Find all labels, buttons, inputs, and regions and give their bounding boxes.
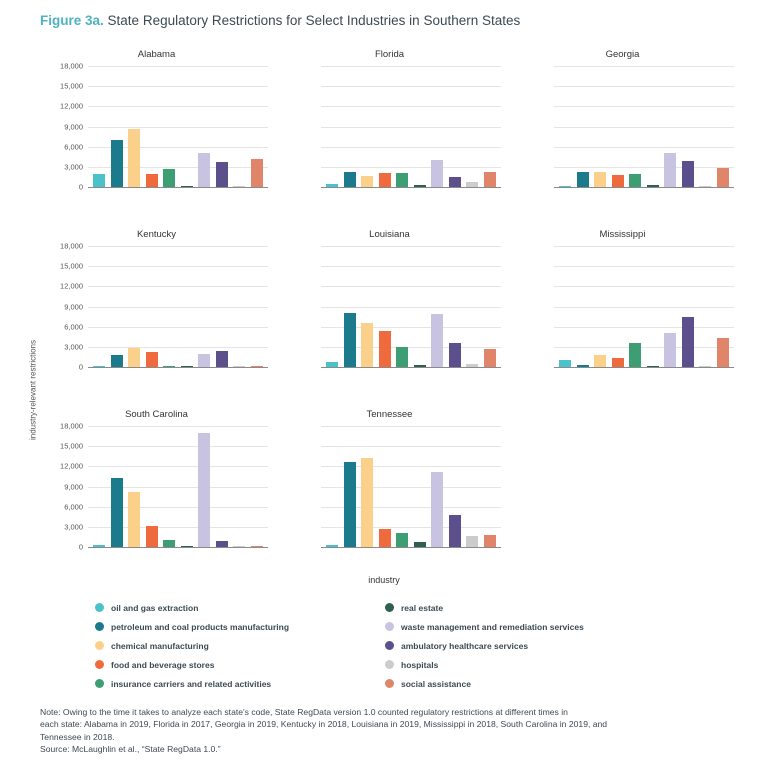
legend-item[interactable] [385, 598, 675, 617]
bar [577, 365, 589, 367]
bar [629, 343, 641, 367]
bar [577, 172, 589, 187]
bar [396, 347, 408, 367]
panel-tennessee [273, 400, 506, 580]
bar [233, 366, 245, 367]
y-axis-tick: 0 [78, 182, 83, 192]
y-axis-tick: 12,000 [60, 461, 83, 471]
legend-item-label: oil and gas extraction [111, 602, 199, 613]
y-axis-tick: 6,000 [64, 322, 83, 332]
bar [163, 540, 175, 547]
panel-title: Florida [374, 49, 405, 60]
bar [344, 313, 356, 367]
legend [95, 598, 675, 693]
y-axis-tick: 3,000 [64, 162, 83, 172]
y-axis-tick: 0 [78, 362, 83, 372]
bar [484, 349, 496, 367]
bar [163, 169, 175, 187]
panel-louisiana [273, 220, 506, 400]
y-axis-tick: 0 [78, 542, 83, 552]
bar [396, 533, 408, 547]
y-axis-tick: 18,000 [60, 241, 83, 251]
bar [233, 546, 245, 547]
panel-title: Mississippi [599, 229, 646, 240]
bar [647, 366, 659, 367]
y-axis-tick: 9,000 [64, 482, 83, 491]
panel-row [40, 40, 740, 220]
bar [146, 174, 158, 187]
bar-group [321, 246, 501, 367]
panel-title: Louisiana [369, 229, 410, 240]
bar [198, 433, 210, 547]
bar [414, 185, 426, 187]
note-line-4: Source: McLaughlin et al., “State RegData 1.0.” [40, 744, 221, 755]
x-axis-line [321, 187, 501, 188]
plot-area [554, 246, 734, 368]
bar [146, 526, 158, 548]
bar [198, 153, 210, 187]
bar [559, 186, 571, 187]
bar [146, 352, 158, 367]
bar [198, 354, 210, 367]
y-axis-tick: 18,000 [60, 421, 83, 431]
bar [326, 362, 338, 367]
x-axis-line [554, 367, 734, 368]
bar [379, 173, 391, 187]
bar [396, 173, 408, 187]
legend-swatch-icon [385, 641, 394, 650]
x-axis-line [321, 547, 501, 548]
bar [717, 168, 729, 187]
bar [233, 186, 245, 187]
legend-item[interactable] [95, 674, 385, 693]
y-axis-label: industry-relevant restrictions [28, 339, 38, 441]
bar-group [88, 426, 268, 547]
bar [326, 545, 338, 547]
bar [664, 153, 676, 187]
figure-notes [40, 706, 730, 756]
bar [93, 366, 105, 367]
legend-item-label: real estate [401, 602, 444, 613]
bar [449, 515, 461, 547]
bar [612, 358, 624, 367]
legend-swatch-icon [385, 622, 394, 631]
bar [379, 529, 391, 547]
panel-georgia [506, 40, 739, 220]
legend-item-label: insurance carriers and related activities [111, 678, 272, 689]
panel-south-carolina [40, 400, 273, 580]
legend-column-left [95, 598, 385, 693]
bar-group [88, 66, 268, 187]
legend-item-label: waste management and remediation services [401, 621, 584, 632]
bar [629, 174, 641, 187]
panel-mississippi [506, 220, 739, 400]
x-axis-line [554, 187, 734, 188]
bar [93, 545, 105, 547]
bar [111, 478, 123, 547]
bar [163, 366, 175, 367]
bar-group [321, 426, 501, 547]
bar [181, 546, 193, 547]
y-axis-tick: 3,000 [64, 522, 83, 532]
y-axis-tick: 12,000 [60, 281, 83, 291]
bar [128, 492, 140, 547]
legend-item[interactable] [95, 598, 385, 617]
legend-item[interactable] [385, 655, 675, 674]
bar [431, 314, 443, 367]
bar-group [321, 66, 501, 187]
y-axis-tick: 15,000 [60, 81, 83, 91]
bar [326, 184, 338, 187]
y-axis-tick: 6,000 [64, 502, 83, 512]
x-axis-line [88, 547, 268, 548]
bar [484, 535, 496, 547]
figure-title-bar [0, 0, 768, 30]
bar [717, 338, 729, 367]
legend-item-label: hospitals [401, 659, 439, 670]
bar [111, 140, 123, 187]
panel-title: Alabama [137, 49, 176, 60]
y-axis-tick: 6,000 [64, 142, 83, 152]
note-line-3: Tennessee in 2018. [40, 731, 115, 742]
y-axis-tick: 3,000 [64, 342, 83, 352]
bar [682, 317, 694, 367]
panel-title: South Carolina [125, 409, 188, 420]
legend-swatch-icon [385, 603, 394, 612]
plot-area [321, 246, 501, 368]
legend-item[interactable] [95, 655, 385, 674]
bar [344, 462, 356, 547]
panel-kentucky [40, 220, 273, 400]
bar [664, 333, 676, 367]
bar [594, 172, 606, 187]
bar [111, 355, 123, 367]
y-axis-tick: 15,000 [60, 441, 83, 451]
legend-item[interactable] [95, 617, 385, 636]
bar [431, 472, 443, 547]
legend-item-label: social assistance [401, 678, 471, 689]
bar [594, 355, 606, 367]
panel-title: Tennessee [366, 409, 413, 420]
plot-area [321, 66, 501, 188]
plot-area [60, 421, 268, 552]
x-axis-line [88, 367, 268, 368]
bar [699, 366, 711, 367]
bar [216, 541, 228, 547]
legend-swatch-icon [95, 603, 104, 612]
legend-item[interactable] [95, 636, 385, 655]
plot-area [554, 66, 734, 188]
figure-label: Figure 3a. [40, 13, 104, 28]
legend-swatch-icon [95, 660, 104, 669]
bar [466, 182, 478, 187]
bar [251, 546, 263, 547]
bar [682, 161, 694, 187]
note-line-1: Note: Owing to the time it takes to analyze each state's code, State RegData version 1.0 counted regulatory restrictions at different times in [40, 707, 568, 717]
bar-group [88, 246, 268, 367]
bar [466, 536, 478, 547]
bar [449, 343, 461, 367]
bar [128, 129, 140, 187]
panel-title: Georgia [605, 49, 640, 60]
bar [361, 176, 373, 187]
note-line-2: each state: Alabama in 2019, Florida in 2017, Georgia in 2019, Kentucky in 2018, Louisiana in 2019, Mississippi in 2018, South Carolina in 2019, and [40, 719, 608, 730]
bar [559, 360, 571, 367]
x-axis-line [88, 187, 268, 188]
bar [216, 351, 228, 367]
bar [466, 364, 478, 367]
bar [181, 366, 193, 367]
legend-item-label: ambulatory healthcare services [401, 640, 529, 651]
bar [251, 159, 263, 187]
bar [128, 348, 140, 367]
plot-area [60, 241, 268, 372]
bar [361, 458, 373, 547]
panel-row [40, 220, 740, 400]
panel-alabama [40, 40, 273, 220]
y-axis-tick: 9,000 [64, 302, 83, 311]
bar [612, 175, 624, 187]
bar [449, 177, 461, 187]
y-axis-tick: 9,000 [64, 122, 83, 131]
legend-item[interactable] [385, 674, 675, 693]
plot-area [60, 61, 268, 192]
panel-florida [273, 40, 506, 220]
legend-swatch-icon [95, 641, 104, 650]
bar [181, 186, 193, 187]
legend-column-right [385, 598, 675, 693]
x-axis-line [321, 367, 501, 368]
bar [344, 172, 356, 187]
bar [93, 174, 105, 187]
legend-item-label: food and beverage stores [111, 659, 215, 670]
bar [414, 542, 426, 547]
panel-grid [40, 40, 740, 580]
panel-title: Kentucky [136, 229, 177, 240]
bar [647, 185, 659, 187]
legend-swatch-icon [385, 660, 394, 669]
y-axis-tick: 15,000 [60, 261, 83, 271]
legend-swatch-icon [385, 679, 394, 688]
bar-group [554, 66, 734, 187]
y-axis-tick: 18,000 [60, 61, 83, 71]
panel-row [40, 400, 740, 580]
legend-swatch-icon [95, 679, 104, 688]
bar [216, 162, 228, 187]
legend-swatch-icon [95, 622, 104, 631]
bar-group [554, 246, 734, 367]
bar [361, 323, 373, 367]
bar [699, 186, 711, 187]
bar [431, 160, 443, 187]
bar [484, 172, 496, 187]
bar [414, 365, 426, 367]
legend-item-label: petroleum and coal products manufacturing [111, 621, 290, 632]
x-axis-label: industry [368, 575, 400, 585]
bar [379, 331, 391, 367]
y-axis-tick: 12,000 [60, 101, 83, 111]
panel-empty [506, 400, 739, 580]
page-title: State Regulatory Restrictions for Select Industries in Southern States [107, 13, 521, 28]
bar [251, 366, 263, 367]
plot-area [321, 426, 501, 548]
legend-item[interactable] [385, 617, 675, 636]
legend-item[interactable] [385, 636, 675, 655]
legend-item-label: chemical manufacturing [111, 640, 209, 651]
